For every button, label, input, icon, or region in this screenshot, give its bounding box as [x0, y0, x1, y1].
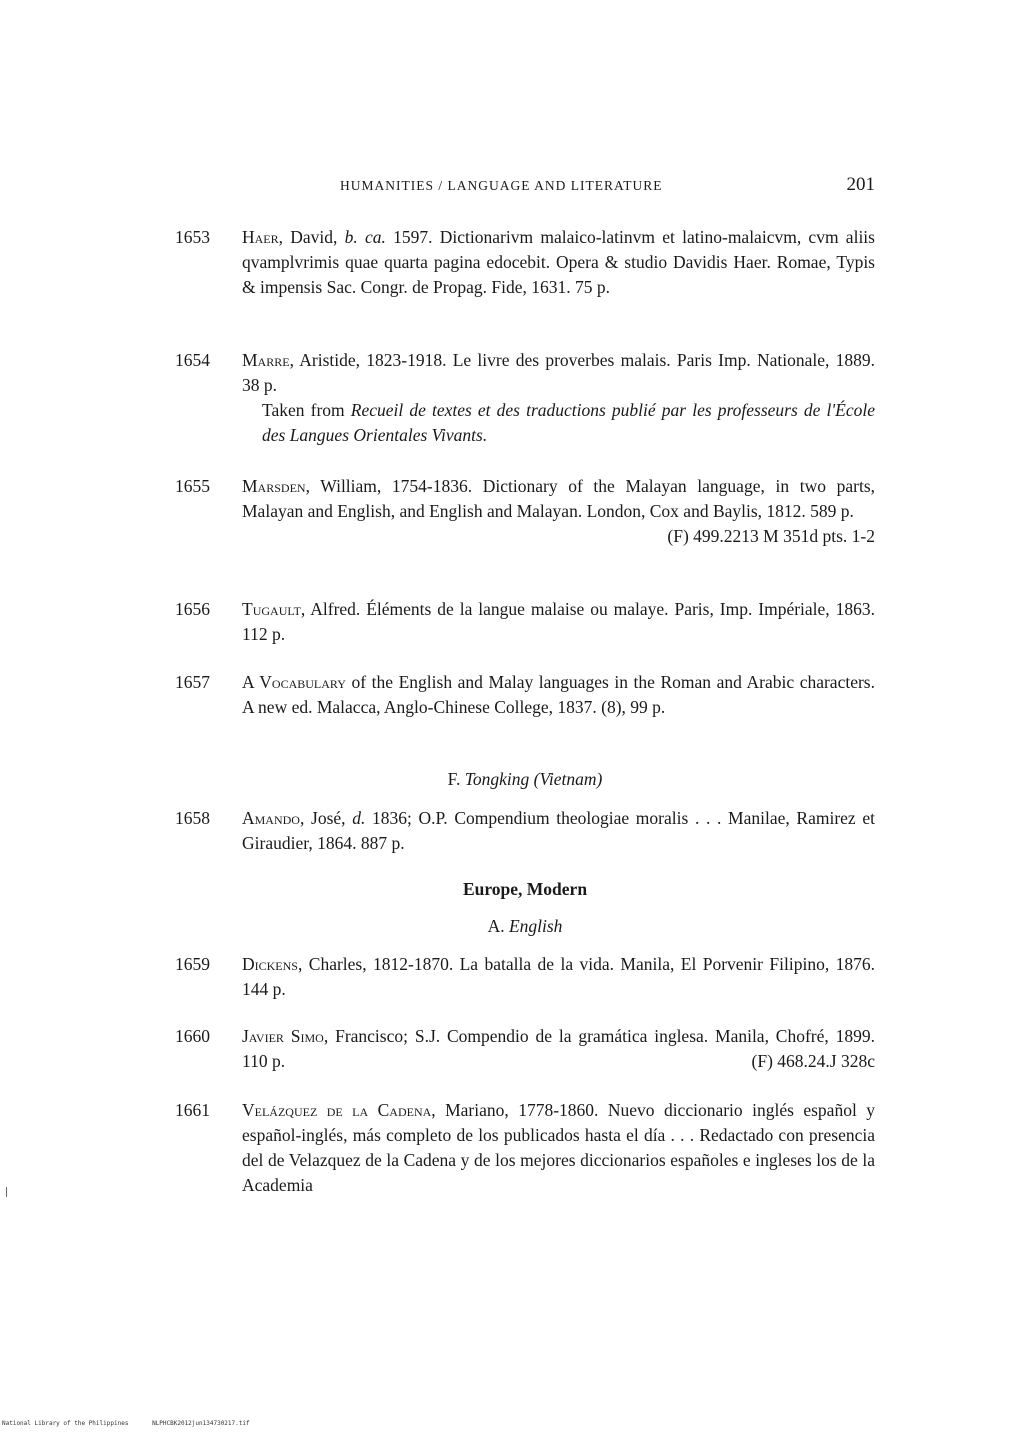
entry-text: Marre, Aristide, 1823-1918. Le livre des proverbes malais. Paris Imp. Nationale, 1889. 38 p. Taken from Recueil de textes et des traductions publié par les professeurs de l'École des Langues Orientales Vivants. [242, 348, 875, 448]
entry-text: A Vocabulary of the English and Malay languages in the Roman and Arabic characters. A new ed. Malacca, Anglo-Chinese College, 1837. (8), 99 p. [242, 672, 875, 717]
entry-author: Amando [242, 808, 300, 828]
bibliography-entry [175, 348, 875, 448]
entry-number: 1654 [175, 350, 210, 370]
entry-author: Marre [242, 350, 290, 370]
entry-text: Javier Simo, Francisco; S.J. Compendio de la gramática inglesa. Manila, Chofré, 1899. 110 p. (F) 468.24.J 328c [242, 1024, 875, 1074]
entry-text: Dickens, Charles, 1812-1870. La batalla de la vida. Manila, El Porvenir Filipino, 1876. 144 p. [242, 954, 875, 999]
bibliography-entry [175, 670, 875, 720]
running-header [340, 174, 875, 196]
entry-number: 1657 [175, 672, 210, 692]
call-number: (F) 468.24.J 328c [751, 1051, 875, 1071]
bibliography-entry [175, 1098, 875, 1198]
footer-library: National Library of the Philippines [2, 1420, 129, 1427]
entry-text: Velázquez de la Cadena, Mariano, 1778-1860. Nuevo diccionario inglés español y español-inglés, más completo de los publicados hasta el día . . . Redactado con presencia del de Velazquez de la Cadena y de los mejores diccionarios españoles e ingleses los de la Academia [242, 1100, 875, 1195]
bibliography-entry [175, 806, 875, 856]
entry-author: Haer [242, 227, 279, 247]
bibliography-entry [175, 1024, 875, 1074]
bibliography-entry [175, 952, 875, 1002]
entry-note: Taken from Recueil de textes et des traductions publié par les professeurs de l'École des Langues Orientales Vivants. [262, 400, 875, 445]
entry-text: Haer, David, b. ca. 1597. Dictionarivm malaico-latinvm et latino-malaicvm, cvm aliis qvamplvrimis quae quarta pagina edocebit. Opera & studio Davidis Haer. Romae, Typis & impensis Sac. Congr. de Propag. Fide, 1631. 75 p. [242, 227, 875, 297]
entry-number: 1658 [175, 808, 210, 828]
entry-text: Tugault, Alfred. Éléments de la langue malaise ou malaye. Paris, Imp. Impériale, 1863. 112 p. [242, 599, 875, 644]
bibliography-entry [175, 597, 875, 647]
scan-footer [2, 1420, 270, 1427]
entry-author: Javier Simo [242, 1026, 324, 1046]
entry-number: 1659 [175, 954, 210, 974]
entry-author: Tugault [242, 599, 301, 619]
section-heading-tongking: F. Tongking (Vietnam) [447, 769, 603, 789]
entry-author: Vocabulary [259, 672, 346, 692]
entry-number: 1656 [175, 599, 210, 619]
scan-mark [6, 1187, 7, 1197]
entry-number: 1655 [175, 476, 210, 496]
call-number: (F) 499.2213 M 351d pts. 1-2 [667, 526, 875, 546]
page-number: 201 [846, 174, 875, 195]
section-heading-europe: Europe, Modern [462, 879, 588, 899]
entry-number: 1661 [175, 1100, 210, 1120]
entry-author: Marsden [242, 476, 306, 496]
entry-number: 1660 [175, 1026, 210, 1046]
header-title: HUMANITIES / LANGUAGE AND LITERATURE [340, 178, 663, 193]
bibliography-entry [175, 474, 875, 549]
entry-author: Dickens [242, 954, 298, 974]
footer-file-id: NLPHCBK2012jun134730217.tif [152, 1420, 250, 1427]
entry-text: Marsden, William, 1754-1836. Dictionary of the Malayan language, in two parts, Malayan and English, and English and Malayan. London, Cox and Baylis, 1812. 589 p. (F) 499.2213 M 351d pts. 1-2 [242, 474, 875, 549]
entry-number: 1653 [175, 227, 210, 247]
entry-text: Amando, José, d. 1836; O.P. Compendium theologiae moralis . . . Manilae, Ramirez et Giraudier, 1864. 887 p. [242, 808, 875, 853]
section-heading-english: A. English [487, 916, 563, 936]
bibliography-entry [175, 225, 875, 300]
entry-author: Velázquez de la Cadena [242, 1100, 432, 1120]
